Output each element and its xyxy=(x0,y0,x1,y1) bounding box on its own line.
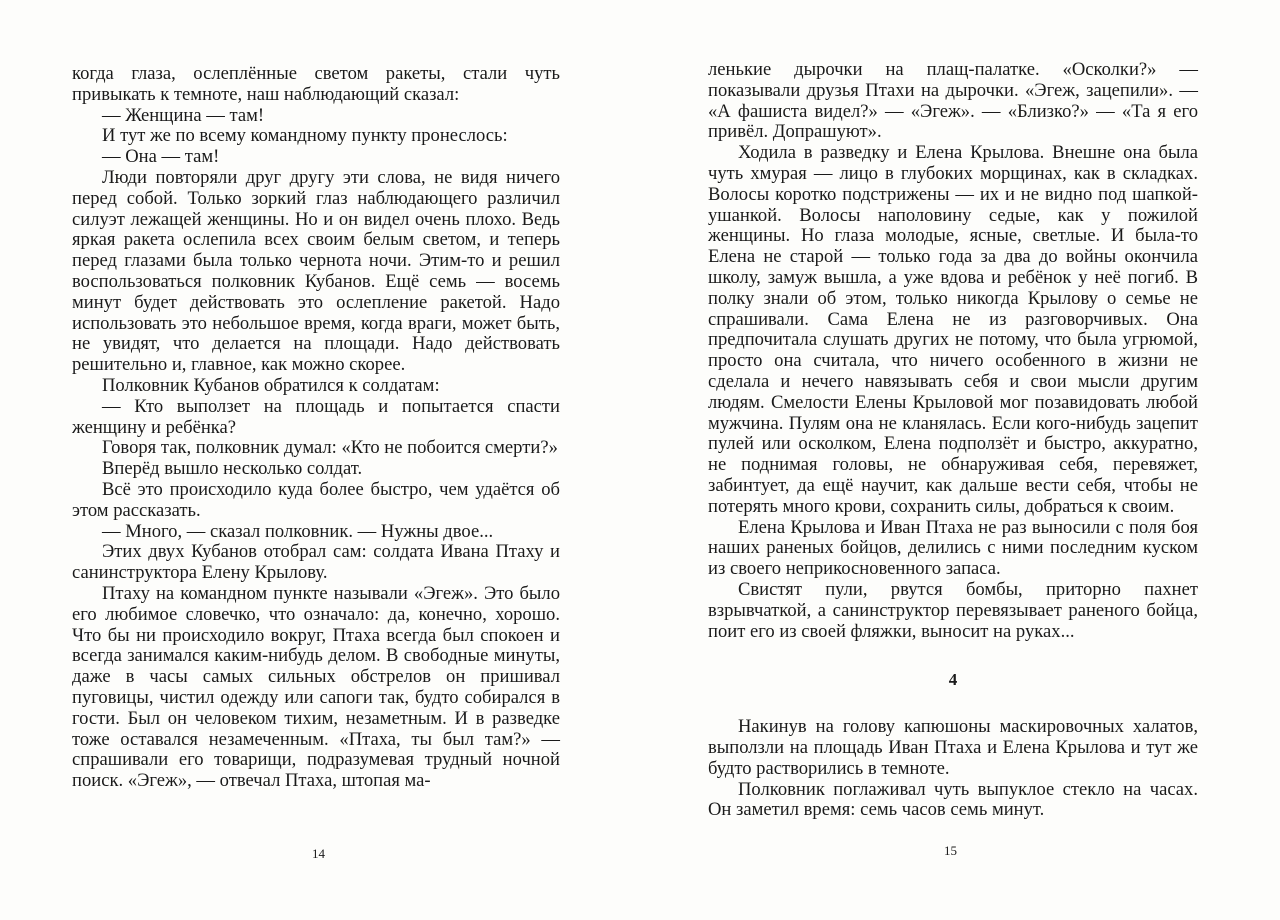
right-page-text xyxy=(708,0,1198,821)
paragraph: Птаху на командном пункте называли «Эгеж». Это было его любимое словечко, что означало: да, конечно, хорошо. Что бы ни происходило вокруг, Птаха всегда был спокоен и всегда занимался каким-нибудь делом. В свободные минуты, даже в часы самых сильных обстрелов он пришивал пуговицы, чистил одежду или сапоги так, будто собирался в гости. Был он человеком тихим, незаметным. И в разведке тоже оставался незамеченным. «Птаха, ты был там?» — спрашивали его товарищи, подразумевая трудный ночной поиск. «Эгеж», — отвечал Птаха, штопая ма- xyxy=(72,582,560,792)
paragraph: когда глаза, ослеплённые светом ракеты, стали чуть привыкать к темноте, наш наблюдающий сказал: xyxy=(72,63,560,105)
paragraph: — Женщина — там! xyxy=(102,104,265,126)
paragraph: Ходила в разведку и Елена Крылова. Внешне она была чуть хмурая — лицо в глубоких морщинах, как в складках. Волосы коротко подстрижены — их и не видно под шапкой-ушанкой. Волосы наполовину седые, как у пожилой женщины. Но глаза молодые, ясные, светлые. И была-то Елена не старой — только года за два до войны окончила школу, замуж вышла, а уже вдова и ребёнок у неё погиб. В полку знали об этом, только никогда Крылову о семье не спрашивали. Сама Елена не из разговорчивых. Она предпочитала слушать других не потому, что была угрюмой, просто она считала, что ничего особенного в жизни не сделала и нечего навязывать себя и свои мысли другим людям. Смелости Елены Крыловой мог позавидовать любой мужчина. Пулям она не кланялась. Если кого-нибудь зацепит пулей или осколком, Елена подползёт и быстро, аккуратно, не поднимая головы, не обнаруживая себя, перевяжет, забинтует, да ещё научит, как дальше вести себя, чтобы не потерять много крови, сохранить силы, добраться к своим. xyxy=(708,142,1198,517)
paragraph: — Кто выползет на площадь и попытается спасти женщину и ребёнка? xyxy=(72,395,560,438)
paragraph: Полковник Кубанов обратился к солдатам: xyxy=(102,374,440,396)
page-number: 14 xyxy=(312,846,325,861)
paragraph: ленькие дырочки на плащ-палатке. «Осколки?» — показывали друзья Птахи на дырочки. «Эгеж, зацепили». — «А фашиста видел?» — «Эгеж». — «Близко?» — «Та я его привёл. Допрашуют». xyxy=(708,59,1198,143)
paragraph: — Много, — сказал полковник. — Нужны двое... xyxy=(102,520,494,542)
right-page xyxy=(708,0,1198,920)
paragraph: Люди повторяли друг другу эти слова, не видя ничего перед собой. Только зоркий глаз наблюдающего различил силуэт лежащей женщины. Но и он видел очень плохо. Ведь яркая ракета ослепила всех своим белым светом, и теперь перед глазами была только чернота ночи. Этим-то и решил воспользоваться полковник Кубанов. Ещё семь — восемь минут будет действовать это ослепление ракетой. Надо использовать это небольшое время, когда враги, может быть, не увидят, что делается на площади. Надо действовать решительно и, главное, как можно скорее. xyxy=(72,166,560,376)
paragraph: Этих двух Кубанов отобрал сам: солдата Ивана Птаху и санинструктора Елену Крылову. xyxy=(72,541,560,584)
chapter-number: 4 xyxy=(948,670,958,690)
paragraph: И тут же по всему командному пункту пронеслось: xyxy=(102,125,508,147)
paragraph: Говоря так, полковник думал: «Кто не побоится смерти?» xyxy=(102,437,558,459)
paragraph: Елена Крылова и Иван Птаха не раз выносили с поля боя наших раненых бойцов, делились с ними последним куском из своего неприкосновенного запаса. xyxy=(708,516,1198,580)
paragraph: — Она — там! xyxy=(102,146,220,168)
left-page xyxy=(72,0,560,920)
paragraph: Всё это происходило куда более быстро, чем удаётся об этом рассказать. xyxy=(72,478,560,521)
paragraph: Свистят пули, рвутся бомбы, приторно пахнет взрывчаткой, а санинструктор перевязывает раненого бойца, поит его из своей фляжки, выносит на руках... xyxy=(708,578,1198,642)
left-page-text xyxy=(72,0,560,792)
paragraph: Вперёд вышло несколько солдат. xyxy=(102,458,363,480)
paragraph: Полковник поглаживал чуть выпуклое стекло на часах. Он заметил время: семь часов семь минут. xyxy=(708,778,1198,821)
paragraph: Накинув на голову капюшоны маскировочных халатов, выползли на площадь Иван Птаха и Елена Крылова и тут же будто растворились в темноте. xyxy=(708,716,1198,779)
page-number: 15 xyxy=(944,843,957,858)
